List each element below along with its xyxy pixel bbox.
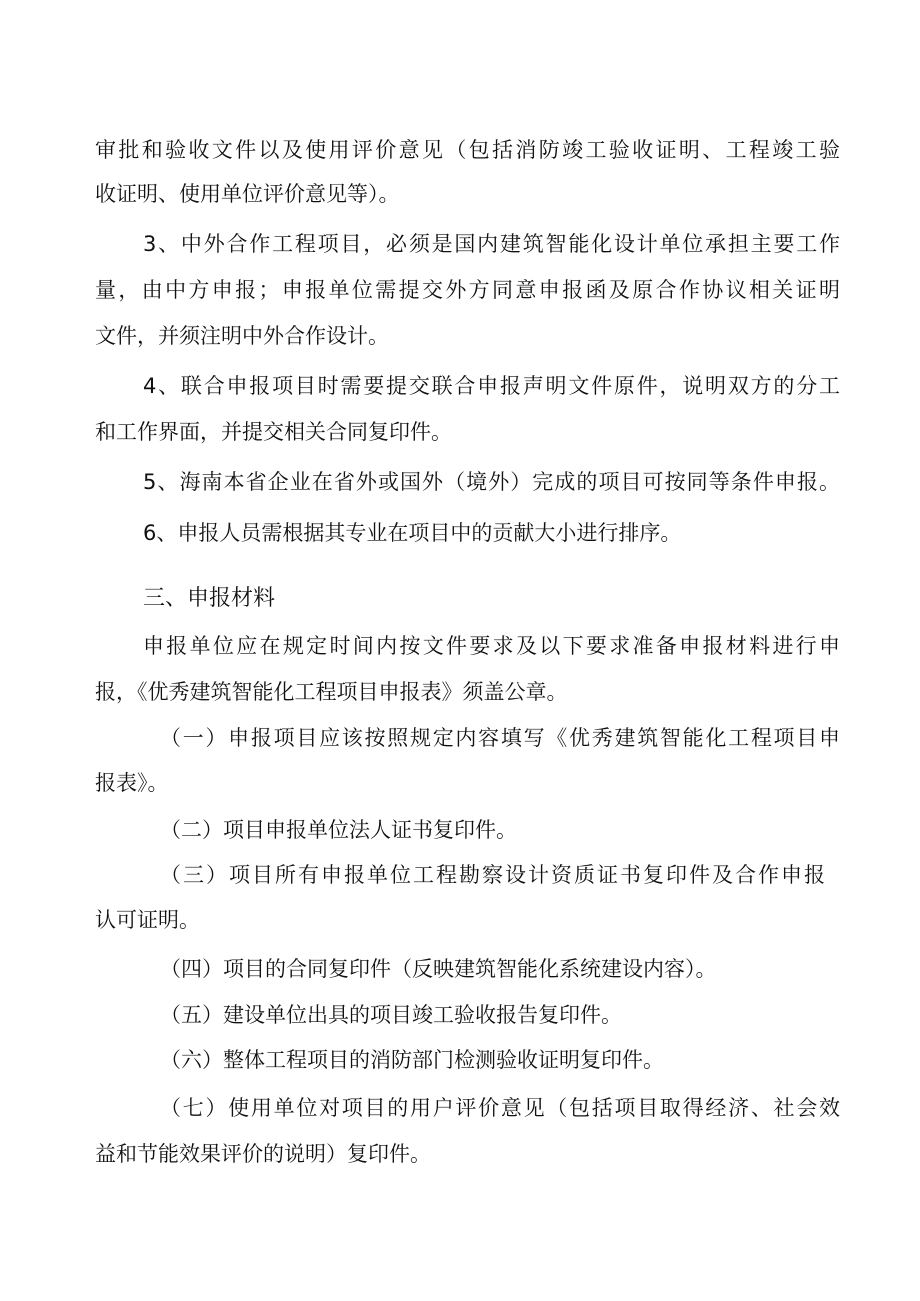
- section-heading: 三、申报材料: [143, 586, 276, 611]
- list-item-line: （六）整体工程项目的消防部门检测验收证明复印件。: [160, 1048, 664, 1072]
- list-item-line: （五）建设单位出具的项目竣工验收报告复印件。: [160, 1003, 622, 1027]
- paragraph-line: 5、海南本省企业在省外或国外（境外）完成的项目可按同等条件申报。: [143, 470, 840, 494]
- list-item-line: 认可证明。: [95, 908, 200, 932]
- list-item-line: 益和节能效果评价的说明）复印件。: [95, 1142, 431, 1166]
- list-item-line: （三）项目所有申报单位工程勘察设计资质证书复印件及合作申报: [160, 863, 825, 887]
- list-item-line: 报表》。: [95, 771, 169, 795]
- paragraph-line: 量，由中方申报；申报单位需提交外方同意申报函及原合作协议相关证明: [95, 278, 840, 302]
- paragraph-line: 6、申报人员需根据其专业在项目中的贡献大小进行排序。: [143, 521, 682, 545]
- paragraph-line: 4、联合申报项目时需要提交联合申报声明文件原件，说明双方的分工: [143, 374, 840, 398]
- list-item-line: （二）项目申报单位法人证书复印件。: [160, 818, 517, 842]
- paragraph-line: 审批和验收文件以及使用评价意见（包括消防竣工验收证明、工程竣工验: [95, 138, 840, 162]
- paragraph-line: 收证明、使用单位评价意见等）。: [95, 182, 400, 206]
- list-item-line: （一）申报项目应该按照规定内容填写《优秀建筑智能化工程项目申: [160, 726, 840, 750]
- list-item-line: （七）使用单位对项目的用户评价意见（包括项目取得经济、社会效: [160, 1096, 840, 1120]
- paragraph-line: 申报单位应在规定时间内按文件要求及以下要求准备申报材料进行申: [143, 634, 840, 658]
- paragraph-line: 报，《优秀建筑智能化工程项目申报表》须盖公章。: [95, 680, 568, 704]
- paragraph-line: 文件，并须注明中外合作设计。: [95, 324, 389, 348]
- paragraph-line: 和工作界面，并提交相关合同复印件。: [95, 420, 452, 444]
- paragraph-line: 3、中外合作工程项目，必须是国内建筑智能化设计单位承担主要工作: [143, 232, 840, 256]
- list-item-line: （四）项目的合同复印件（反映建筑智能化系统建设内容）。: [160, 957, 717, 981]
